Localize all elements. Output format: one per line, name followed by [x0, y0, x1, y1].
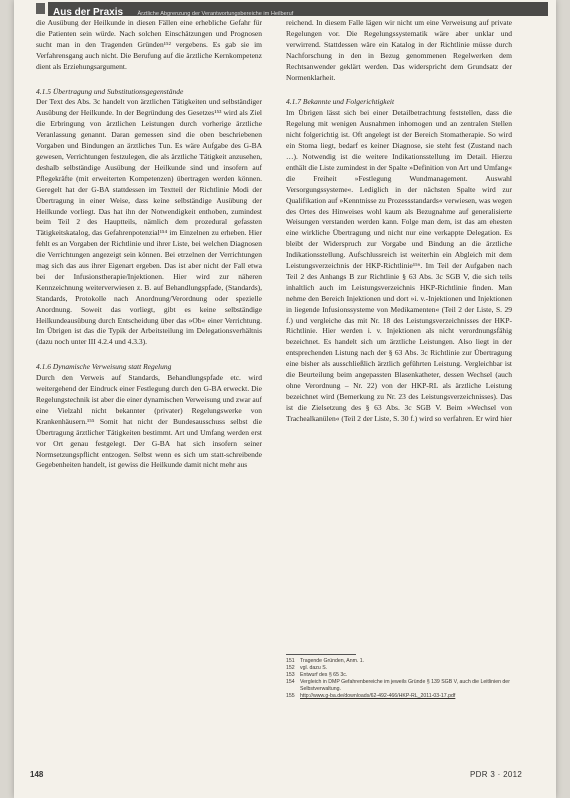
section-heading-4-1-5: 4.1.5 Übertragung und Substitutionsgegenstände — [36, 86, 184, 96]
paragraph: Im Übrigen lässt sich bei einer Detailbetrachtung feststellen, dass die Regelung mit wenigen Ausnahmen inhomogen und an zentralen Stellen nicht folgerichtig ist. Oft angelegt ist der Bereich Stomatherapie. So wird ein Stoma liegt, bedarf es keiner Diagnose, sie steht fest (Zustand nach …). Notwendig ist die weitere Indikationsstellung im Detail. Hierzu enthält die Liste zumindest in der Spalte »Definition von Art und Umfang« die Freiheit »Festlegung Wundmanagement. Auswahl Versorgungssysteme«. Lediglich in der nächsten Spalte wird zur Qualifikation auf »Kenntnisse zu Prozessstandards« verwiesen, was wegen des Ortes des Hinweises wohl kaum als Bezugnahme auf generalisierte Weisungen verstanden werden kann. Folge man dem, ist das am ehesten eine wirkliche Übertragung und nicht nur eine verkappte Delegation. Es bleibt der Widerspruch zur Vorgabe und Bindung an die ärztliche Indikationsstellung. Aufschlussreich ist weiterhin ein Abgleich mit dem Leistungsverzeichnis der HKP-Richtlinie¹⁵⁶. Im Teil der Aufgaben nach Teil 2 des Anhangs B zur Richtlinie § 63 Abs. 3c SGB V, die sich teils inhaltlich auch im Leistungsverzeichnis HKP-Richtlinie finden. Man nehme den Bereich Injektionen und dort »i. v.-Injektionen und Injektionen in liegende Infusionssysteme von Medikamenten« (Teil 2 der Liste, S. 29 f.) und vergleiche das mit Nr. 18 des Leistungsverzeichnisses der HKP-Richtlinie. Hier werden i. v. Injektionen als nicht verordnungsfähig bezeichnet. Es handelt sich um ärztliche Leistungen. Also liegt in der entsprechenden Listung nach der § 63 Abs. 3c Richtlinie zur Übertragung eine bisher als ausschließlich ärztlich geführten Leistung. Vergleichbar ist die Beurteilung beim angepassten Blasenkatheter, dessen Wechsel (auch ohne Verordnung – Nr. 22) von der HKP-RL als ärztliche Leistung bezeichnet wird (Bemerkung zu Nr. 23 des Leistungsverzeichnisses). Das ist die Zielsetzung des § 63 Abs. 3c SGB V. Beim »Wechsel von Trachealkanülen« (Teil 2 der Liste, S. 30 f.) wird so verfahren. Er wird hier — [286, 108, 513, 423]
footnote-number: 153 — [286, 671, 295, 678]
footnote-number: 151 — [286, 657, 295, 664]
footnote-number: 152 — [286, 664, 295, 671]
footnote-link[interactable]: http://www.g-ba.de/downloads/62-492-466/HKP-RL_2011-03-17.pdf — [300, 693, 456, 700]
footnote — [286, 679, 512, 693]
footnote — [286, 665, 512, 672]
running-header — [14, 0, 556, 19]
header-topic: Ärztliche Abgrenzung der Verantwortungsbereiche im Heilberuf — [137, 11, 294, 16]
paragraph-continued: die Ausübung der Heilkunde in diesen Fällen eine erhebliche Gefahr für die Patienten sein würde. Nach solchen Einschätzungen und Prognosen sucht man in den Tragenden Gründen¹⁵² vergebens. Es gab sie im Verfahrensgang auch nicht. Die Berufung auf die ärztliche Kernkompetenz dient als Erziehungsargument. — [36, 18, 262, 71]
footnote-text: Entwurf des § 65 3c. — [300, 671, 348, 678]
journal-issue: PDR 3 · 2012 — [470, 770, 523, 779]
footnote-text: Vergleich in DMP Gefahrenbereiche im jeweils Gründe § 139 SGB V, auch die Leitlinien der Selbstverwaltung. — [300, 678, 510, 692]
paragraph: Der Text des Abs. 3c handelt von ärztlichen Tätigkeiten und selbständiger Ausübung der Heilkunde. In der Begründung des Gesetzes¹⁵³ wird als Ziel die Erbringung von ärztlichen Leistungen durch vorherige ärztliche Veranlassung genannt. Daran gemessen sind die oben beschriebenen Vorgaben und Bindungen an ärztliches Tun. Es wäre Aufgabe des G-BA gewesen, Verrichtungen festzulegen, die als ärztliche Tätigkeit anzusehen, deshalb selbständige Ausübung der Heilkunde sind und insofern auf Pflegekräfte (mit erweiterten Kompetenzen) übertragen werden können. Geregelt hat der G-BA stattdessen im Textteil der Richtlinie Modi der Übertragung in einer Weise, dass keine selbständige Ausübung der Heilkunde vorliegt. Das hat ihn der Notwendigkeit enthoben, zumindest beim Teil 2 des Hauptteils, nämlich dem prozedural gefassten Tätigkeitskatalog, das Gefahrenpotenzial¹⁵⁴ im Einzelnen zu erheben. Hier fehlt es an Vorgaben der Richtlinie und ihrer Liste, bei welchen Diagnosen die Verrichtungen angezeigt sein können. Bei etrzelnen der Verrichtungen mag sich das aus ihrer Eigenart ergeben. Das ist aber nicht der Fall etwa bei der Infusionstherapie/Injektionen. Hier wird zur näheren Kennzeichnung weiterverwiesen z. B. auf Behandlungspfade, (Standards), Standards, Protokolle nach Anordnung/Verordnung oder spezielle Anordnung. Soweit das vorliegt, gibt es keine selbständige Heilkundeausübung durch Entscheidung über das »Ob« einer Verrichtung. Im Übrigen ist das die Typik der Arbeitsteilung im Delegationsverhältnis (dazu noch unter III 4.2.4 und 4.3.3). — [36, 97, 262, 347]
footnote — [286, 693, 512, 700]
paragraph: Durch den Verweis auf Standards, Behandlungspfade etc. wird weitergehend der Eindruck einer Festlegung durch den G-BA erweckt. Die Regelungstechnik ist aber die einer dynamischen Verweisung und zwar auf eine Vielzahl nicht bekannter (privater) Regelungswerke von Krankenhäusern.¹⁵⁵ Somit hat nicht der Bundesausschuss selbst die Übertragung ärztlicher Tätigkeiten bestimmt. Art und Umfang werden erst vor Ort genau festgelegt. Der G-BA hat sich insofern seiner Normsetzungspflicht entzogen. Selbst wenn es sich um statt-schreibende Gegebenheiten handelt, ist gewiss die Heilkunde damit nicht mehr aus — [36, 373, 262, 470]
header-bar — [48, 2, 548, 16]
footnote-number: 155 — [286, 693, 295, 700]
paragraph-continued: reichend. In diesem Falle lägen wir nicht um eine Verweisung auf private Regelungen vor. Die Regelungssystematik wäre aber unklar und verwirrend. Stattdessen wäre ein Katalog in der Richtlinie müsse durch Nachforschung in den in Bezug genommenen Regelwerken dem Rechtsanwender geklärt werden. Das widerspricht dem Grundsatz der Normenklarheit. — [286, 18, 512, 82]
section-heading-4-1-6: 4.1.6 Dynamische Verweisung statt Regelung — [36, 362, 172, 372]
right-column — [286, 18, 512, 425]
header-marker — [36, 3, 45, 14]
footnote — [286, 658, 512, 665]
footnote — [286, 672, 512, 679]
section-heading-4-1-7: 4.1.7 Bekannte und Folgerichtigkeit — [286, 97, 395, 107]
header-section-title: Aus der Praxis — [53, 7, 124, 16]
document-page — [14, 0, 556, 798]
footnotes — [286, 654, 512, 700]
footnote-rule — [286, 654, 356, 655]
footnote-number: 154 — [286, 678, 295, 685]
page-number: 148 — [30, 770, 44, 779]
footnote-text: vgl. dazu S. — [300, 664, 328, 671]
left-column — [36, 18, 262, 471]
footnote-text: Tragende Gründen, Anm. 1. — [300, 657, 365, 664]
